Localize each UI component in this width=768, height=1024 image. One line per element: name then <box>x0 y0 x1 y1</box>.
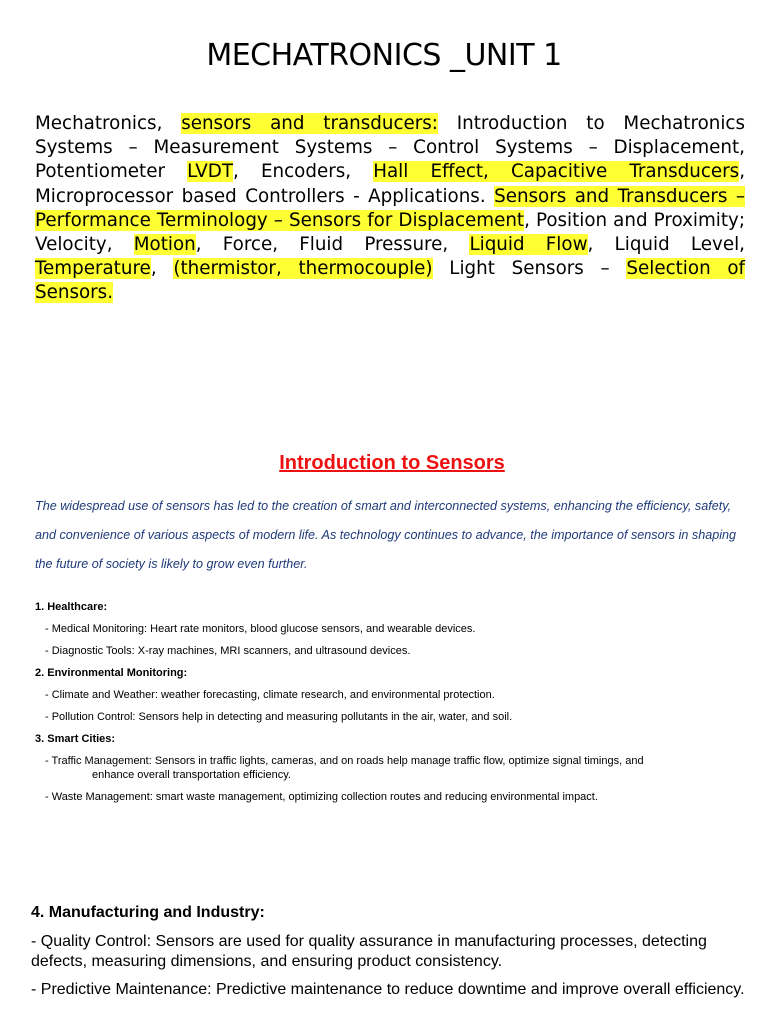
list-item-continuation: enhance overall transportation efficiency. <box>92 769 291 781</box>
syllabus-text: , Force, Fluid Pressure, <box>195 234 470 256</box>
highlighted-term: sensors and transducers: <box>181 113 438 134</box>
highlighted-term: Motion <box>133 234 196 256</box>
application-section <box>35 600 750 658</box>
manufacturing-heading: 4. Manufacturing and Industry: <box>31 904 265 921</box>
syllabus-text: , Liquid Level, <box>587 234 745 256</box>
list-item-text: - Diagnostic Tools: X-ray machines, MRI scanners, and ultrasound devices. <box>45 645 411 657</box>
manufacturing-item-quality: - Quality Control: Sensors are used for quality assurance in manufacturing processes, detecting defects, measuring dimensions, and ensuring product consistency. <box>31 933 707 970</box>
intro-paragraph: The widespread use of sensors has led to the creation of smart and interconnected systems, enhancing the efficiency, safety, and convenience of various aspects of modern life. As technology continues to advance, the importance of sensors in shaping the future of society is likely to grow even further. <box>35 499 737 571</box>
section-heading: 2. Environmental Monitoring: <box>35 667 188 679</box>
list-item <box>45 710 750 724</box>
highlighted-term: (thermistor, thermocouple) <box>173 258 433 280</box>
syllabus-text: Mechatronics, <box>35 113 182 134</box>
list-item-text: - Traffic Management: Sensors in traffic lights, cameras, and on roads help manage traffic flow, optimize signal timings, and <box>45 755 644 767</box>
syllabus-text: Light Sensors – <box>432 258 627 280</box>
intro-heading: Introduction to Sensors <box>279 452 505 474</box>
syllabus-text: , <box>150 258 174 280</box>
list-item-text: - Medical Monitoring: Heart rate monitors, blood glucose sensors, and wearable devices. <box>45 623 476 635</box>
syllabus-text: , Microprocessor based Controllers - Applications. <box>35 161 745 207</box>
list-item <box>45 790 750 804</box>
list-item <box>45 644 750 658</box>
list-item-text: - Climate and Weather: weather forecasting, climate research, and environmental protection. <box>45 689 495 701</box>
syllabus-text: , Encoders, <box>233 161 374 183</box>
page-title: MECHATRONICS _UNIT 1 <box>206 38 562 73</box>
syllabus-text: Introduction to Mechatronics Systems – Measurement Systems – Control Systems – Displacement, Potentiometer <box>35 113 746 183</box>
highlighted-term: Liquid Flow <box>469 234 588 256</box>
syllabus-paragraph <box>35 112 745 306</box>
list-item <box>45 688 750 702</box>
highlighted-term: Hall Effect, Capacitive Transducers <box>373 161 740 183</box>
list-item-text: - Waste Management: smart waste management, optimizing collection routes and reducing environmental impact. <box>45 791 598 803</box>
highlighted-term: Selection of Sensors. <box>35 258 745 304</box>
syllabus-text: , Position and Proximity; Velocity, <box>35 209 746 256</box>
section-heading: 1. Healthcare: <box>35 601 108 613</box>
list-item-text: - Pollution Control: Sensors help in detecting and measuring pollutants in the air, water, and soil. <box>45 711 513 723</box>
highlighted-term: Sensors and Transducers – Performance Terminology – Sensors for Displacement <box>35 185 745 231</box>
highlighted-term: Temperature <box>35 258 151 280</box>
list-item <box>45 622 750 636</box>
manufacturing-item-maintenance: - Predictive Maintenance: Predictive maintenance to reduce downtime and improve overall efficiency. <box>31 981 745 998</box>
application-section <box>35 666 750 724</box>
manufacturing-section <box>31 900 751 1008</box>
applications-list <box>35 600 750 812</box>
application-section <box>35 732 750 804</box>
section-heading: 3. Smart Cities: <box>35 733 116 745</box>
highlighted-term: LVDT <box>187 161 234 183</box>
list-item <box>45 754 750 782</box>
